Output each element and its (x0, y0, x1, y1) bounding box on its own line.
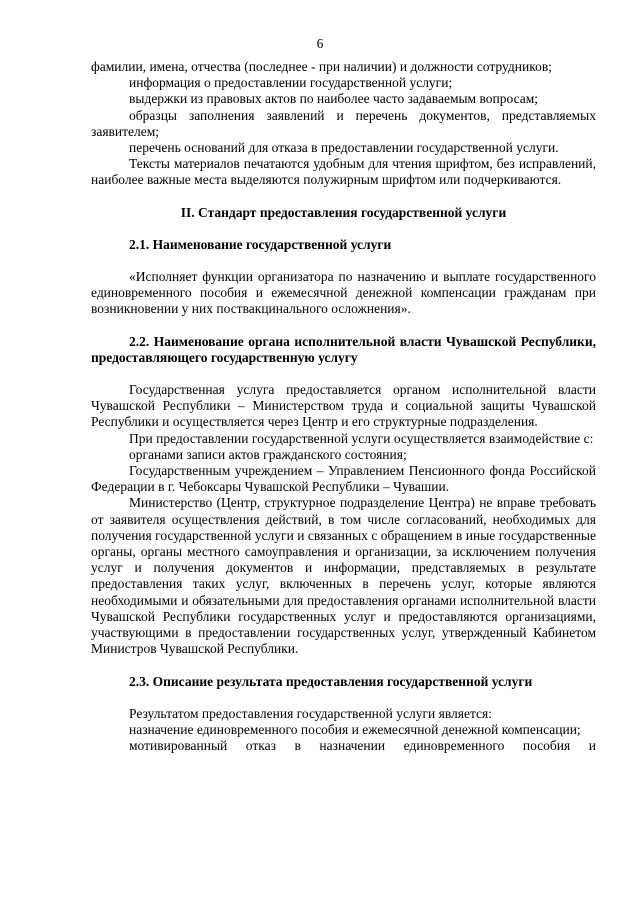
intro-paragraph: выдержки из правовых актов по наиболее часто задаваемым вопросам; (129, 91, 539, 107)
body-paragraph: назначение единовременного пособия и ежемесячной денежной компенсации; (129, 721, 581, 737)
body-paragraph: органами записи актов гражданского состояния; (129, 446, 407, 462)
page-number: 6 (316, 36, 324, 51)
section-title: II. Стандарт предоставления государственной услуги (180, 204, 507, 220)
intro-paragraph: фамилии, имена, отчества (последнее - при наличии) и должности сотрудников; (91, 59, 552, 74)
page-content (91, 59, 596, 754)
body-paragraph: Государственная услуга предоставляется органом исполнительной власти Чувашской Республики – Министерством труда и социальной защиты Чувашской Республики и осуществляется через Центр и его структурные подразделения. (91, 382, 596, 430)
body-paragraph: Результатом предоставления государственной услуги является: (129, 705, 492, 721)
body-paragraph: мотивированный отказ в назначении единовременного пособия и (129, 738, 596, 754)
subsection-heading-2-1: 2.1. Наименование государственной услуги (129, 236, 392, 252)
intro-paragraph: информация о предоставлении государственной услуги; (129, 75, 453, 91)
intro-paragraph: образцы заполнения заявлений и перечень документов, представляемых заявителем; (91, 107, 596, 139)
body-paragraph: При предоставлении государственной услуги осуществляется взаимодействие с: (129, 430, 594, 446)
body-paragraph: Министерство (Центр, структурное подразделение Центра) не вправе требовать от заявителя осуществления действий, в том числе согласований, необходимых для получения государственной услуги и связанных с обращением в иные государственные органы, органы местного самоуправления и организации, за исключением получения услуг и получения документов и информации, представляемых в результате предоставления таких услуг, включенных в перечень услуг, которые являются необходимыми и обязательными для предоставления органами исполнительной власти Чувашской Республики государственных услуг и предоставляются организациями, участвующими в предоставлении государственных услуг, утвержденный Кабинетом Министров Чувашской Республики. (91, 495, 596, 657)
subsection-heading-2-3: 2.3. Описание результата предоставления государственной услуги (129, 673, 533, 689)
intro-paragraph: перечень оснований для отказа в предоставлении государственной услуги. (129, 140, 559, 156)
intro-paragraph: Тексты материалов печатаются удобным для чтения шрифтом, без исправлений, наиболее важные места выделяются полужирным шрифтом или подчеркиваются. (91, 156, 596, 188)
body-paragraph: Государственным учреждением – Управлением Пенсионного фонда Российской Федерации в г. Чебоксары Чувашской Республики – Чувашии. (91, 463, 596, 495)
service-name-paragraph: «Исполняет функции организатора по назначению и выплате государственного единовременного пособия и ежемесячной денежной компенсации гражданам при возникновении у них поствакцинального осложнения». (91, 269, 596, 317)
subsection-heading-2-2: 2.2. Наименование органа исполнительной власти Чувашской Республики, предоставляющего государственную услугу (91, 333, 596, 365)
